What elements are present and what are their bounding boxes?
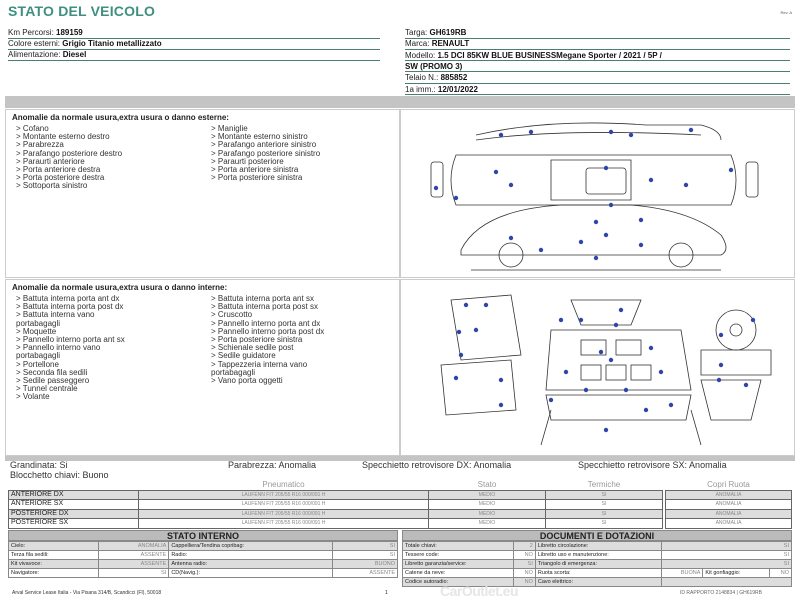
damage-item: > Sedile passeggero	[16, 376, 90, 386]
tyre-pos: ANTERIORE DX	[9, 490, 139, 500]
damage-marker	[579, 318, 583, 322]
damage-marker	[579, 240, 583, 244]
stato-interno-title: STATO INTERNO	[8, 530, 398, 541]
damage-item: > Parafango posteriore destro	[16, 148, 123, 158]
damage-marker	[539, 248, 543, 252]
damage-item: > Battuta interna vano	[16, 310, 95, 320]
detail-label: Ruota scorta:	[535, 569, 662, 578]
exterior-damage-markers	[401, 110, 796, 279]
damage-marker	[604, 166, 608, 170]
copri-row	[666, 500, 792, 510]
detail-value	[662, 578, 792, 587]
detail-label: Terza fila sedili:	[9, 551, 99, 560]
damage-marker	[594, 256, 598, 260]
detail-label: Cielo:	[9, 542, 99, 551]
specchietto-sx-status: Specchietto retrovisore SX: Anomalia	[578, 460, 727, 470]
damage-marker	[639, 243, 643, 247]
info-value: SW (PROMO 3)	[405, 61, 463, 71]
damage-item: > Pannello interno porta ant sx	[16, 335, 125, 345]
summary-left	[10, 461, 109, 480]
damage-item: > Maniglie	[211, 124, 248, 133]
info-value: Diesel	[62, 50, 87, 59]
detail-value: NO	[513, 569, 535, 578]
copri-ruota-value: ANOMALIA	[666, 500, 792, 510]
info-label: Marca:	[405, 39, 430, 49]
tyre-termiche: SI	[546, 490, 663, 500]
detail-label: Cavo elettrico:	[535, 578, 662, 587]
copri-ruota-value: ANOMALIA	[666, 519, 792, 529]
info-value: RENAULT	[431, 39, 470, 49]
damage-item: > Pannello interno porta ant dx	[211, 318, 321, 328]
tyre-pos: POSTERIORE DX	[9, 509, 139, 519]
damage-marker	[549, 398, 553, 402]
copri-row	[666, 509, 792, 519]
detail-value: NO	[513, 578, 535, 587]
damage-item: > Cofano	[16, 124, 49, 133]
vehicle-info-row	[405, 73, 790, 84]
detail-label: Radio:	[169, 551, 333, 560]
damage-marker	[684, 183, 688, 187]
damage-marker	[609, 358, 613, 362]
copri-ruota-value: ANOMALIA	[666, 509, 792, 519]
damage-item: > Porta anteriore destra	[16, 165, 101, 175]
interior-damage-list	[5, 279, 400, 456]
info-label: 1a imm.:	[405, 84, 436, 94]
detail-value: ASSENTE	[98, 551, 168, 560]
damage-marker	[454, 196, 458, 200]
tyre-termiche: SI	[546, 500, 663, 510]
detail-value: 2	[513, 542, 535, 551]
page-number: 1	[385, 590, 388, 596]
tyre-table	[8, 481, 663, 529]
damage-marker	[499, 133, 503, 137]
detail-row	[403, 560, 792, 569]
interior-damage-markers	[401, 280, 796, 457]
damage-marker	[614, 323, 618, 327]
damage-marker	[744, 383, 748, 387]
detail-row	[9, 569, 398, 578]
damage-marker	[584, 388, 588, 392]
damage-item: > Sottoporta sinistro	[16, 181, 88, 191]
detail-value: SI	[333, 542, 398, 551]
detail-label: Triangolo di emergenza:	[535, 560, 662, 569]
damage-marker	[559, 318, 563, 322]
damage-marker	[499, 378, 503, 382]
detail-label: Kit vivavoce:	[9, 560, 99, 569]
damage-item: > Seconda fila sedili	[16, 367, 88, 377]
detail-value: SI	[662, 551, 792, 560]
damage-item: > Volante	[16, 392, 50, 402]
damage-marker	[604, 428, 608, 432]
damage-item: > Schienale sedile post	[211, 343, 294, 353]
damage-item: > Paraurti posteriore	[211, 156, 284, 166]
damage-marker	[599, 350, 603, 354]
section-divider	[5, 96, 795, 108]
vehicle-info-row	[8, 39, 380, 50]
damage-marker	[509, 236, 513, 240]
grandinata-status: Grandinata: Si	[10, 460, 68, 470]
detail-value: ASSENTE	[98, 560, 168, 569]
detail-value: SI	[662, 560, 792, 569]
damage-marker	[509, 183, 513, 187]
exterior-title: Anomalie da normale usura,extra usura o danno esterne:	[12, 113, 229, 122]
vehicle-info-row	[405, 28, 790, 39]
tyre-stato: MEDIO	[429, 490, 546, 500]
damage-marker	[474, 328, 478, 332]
damage-item: > Parafango anteriore sinistro	[211, 140, 317, 150]
detail-row	[9, 551, 398, 560]
detail-label: Catene da neve:	[403, 569, 514, 578]
damage-marker	[624, 388, 628, 392]
vehicle-info-row	[8, 28, 380, 39]
interior-diagram	[400, 279, 795, 456]
damage-marker	[649, 346, 653, 350]
col-stato: Stato	[429, 481, 546, 490]
tyre-stato: MEDIO	[429, 519, 546, 529]
info-value: GH619RB	[429, 28, 467, 37]
damage-item: > Pannello interno porta post dx	[211, 326, 325, 336]
revision-label: Rev. A	[780, 10, 792, 15]
detail-value: SI	[333, 551, 398, 560]
stato-interno-section	[8, 530, 398, 578]
document-id: ID RAPPORTO 2148834 | GH619RB	[680, 590, 762, 596]
damage-item: portabagagli	[211, 367, 256, 377]
tyre-stato: MEDIO	[429, 509, 546, 519]
damage-item: > Portellone	[16, 359, 59, 369]
damage-item: > Paraurti anteriore	[16, 156, 85, 166]
damage-item: > Montante esterno sinistro	[211, 132, 308, 142]
damage-marker	[434, 186, 438, 190]
info-label: Colore esterni:	[8, 39, 61, 48]
damage-marker	[719, 333, 723, 337]
tyre-row	[9, 500, 663, 510]
watermark-logo: CarOutlet.eu	[440, 583, 519, 599]
documenti-section	[402, 530, 792, 587]
detail-label: Antenna radio:	[169, 560, 333, 569]
col-pneumatico: Pneumatico	[139, 481, 429, 490]
damage-item: > Battuta interna porta post dx	[16, 302, 124, 312]
damage-marker	[604, 233, 608, 237]
detail-label: Codice autoradio:	[403, 578, 514, 587]
blocchetto-status: Blocchetto chiavi: Buono	[10, 469, 109, 480]
exterior-damage-list	[5, 109, 400, 278]
exterior-diagram	[400, 109, 795, 278]
vehicle-info-row	[405, 85, 790, 96]
interior-title: Anomalie da normale usura,extra usura o danno interne:	[12, 283, 228, 292]
info-label: Modello:	[405, 50, 436, 60]
damage-marker	[649, 178, 653, 182]
info-label: Km Percorsi:	[8, 28, 54, 37]
tyre-tyre: LAUFENN FIT 205/55 R16 000/091 H	[139, 519, 429, 529]
detail-value: SI	[513, 560, 535, 569]
tyre-termiche: SI	[546, 509, 663, 519]
tyre-row	[9, 490, 663, 500]
detail-value: BUONA	[662, 569, 703, 578]
tyre-pos: POSTERIORE SX	[9, 519, 139, 529]
detail-row	[403, 542, 792, 551]
damage-item: > Porta posteriore sinistra	[211, 335, 303, 345]
detail-row	[403, 569, 792, 578]
detail-label: Navigatore:	[9, 569, 99, 578]
damage-item: > Pannello interno vano	[16, 343, 101, 353]
damage-marker	[609, 130, 613, 134]
detail-row	[403, 551, 792, 560]
damage-marker	[689, 128, 693, 132]
detail-value: SI	[98, 569, 168, 578]
damage-marker	[454, 376, 458, 380]
damage-marker	[717, 378, 721, 382]
info-value: Grigio Titanio metallizzato	[62, 39, 162, 48]
col-termiche: Termiche	[546, 481, 663, 490]
damage-item: > Porta anteriore sinistra	[211, 165, 299, 175]
tyre-termiche: SI	[546, 519, 663, 529]
detail-label: CD(Navig.):	[169, 569, 333, 578]
copri-ruota-table	[665, 481, 792, 529]
damage-marker	[594, 220, 598, 224]
damage-item: > Tunnel centrale	[16, 384, 78, 394]
vehicle-info-row	[405, 39, 790, 50]
detail-label: Cappelliera/Tendina copribag:	[169, 542, 333, 551]
detail-label: Libretto circolazione:	[535, 542, 662, 551]
damage-marker	[609, 203, 613, 207]
damage-item: > Battuta interna porta post sx	[211, 302, 318, 312]
damage-marker	[644, 408, 648, 412]
detail-row	[9, 560, 398, 569]
damage-item: > Battuta interna porta ant sx	[211, 294, 314, 303]
damage-item: > Porta posteriore sinistra	[211, 173, 303, 183]
exterior-list-col2	[211, 125, 320, 182]
info-label: Telaio N.:	[405, 73, 439, 83]
info-value: 885852	[440, 73, 468, 83]
damage-item: > Moquette	[16, 326, 57, 336]
tyre-tyre: LAUFENN FIT 205/55 R16 000/091 H	[139, 509, 429, 519]
detail-value: NO	[769, 569, 791, 578]
damage-item: > Parabrezza	[16, 140, 64, 150]
info-value: 12/01/2022	[437, 84, 478, 94]
damage-item: portabagagli	[16, 318, 61, 328]
damage-item: > Sedile guidatore	[211, 351, 276, 361]
detail-label: Kit gonfiaggio:	[703, 569, 769, 578]
damage-marker	[619, 308, 623, 312]
detail-value: NO	[513, 551, 535, 560]
info-value: 1.5 DCI 85KW BLUE BUSINESSMegane Sporter / 2021 / 5P /	[437, 50, 662, 60]
damage-marker	[639, 218, 643, 222]
damage-marker	[719, 363, 723, 367]
copri-row	[666, 519, 792, 529]
damage-marker	[494, 170, 498, 174]
vehicle-info-row	[8, 50, 380, 61]
interior-list-col2	[211, 295, 324, 385]
damage-marker	[751, 318, 755, 322]
page-title: STATO DEL VEICOLO	[8, 3, 156, 19]
footer-company: Arval Service Lease Italia - Via Pisana 314/B, Scandicci (FI), 50018	[12, 590, 162, 596]
detail-label: Libretto uso e manutenzione:	[535, 551, 662, 560]
detail-value: ASSENTE	[333, 569, 398, 578]
damage-item: > Montante esterno destro	[16, 132, 110, 142]
damage-marker	[457, 330, 461, 334]
parabrezza-status: Parabrezza: Anomalia	[228, 460, 317, 470]
damage-marker	[659, 370, 663, 374]
detail-value: BUONO	[333, 560, 398, 569]
tyre-stato: MEDIO	[429, 500, 546, 510]
damage-marker	[464, 303, 468, 307]
specchietto-dx-status: Specchietto retrovisore DX: Anomalia	[362, 460, 512, 470]
tyre-pos: ANTERIORE SX	[9, 500, 139, 510]
detail-label: Tessere code:	[403, 551, 514, 560]
info-label: Targa:	[405, 28, 428, 37]
detail-value: ANOMALIA	[98, 542, 168, 551]
exterior-list-col1	[16, 125, 122, 191]
damage-item: > Cruscotto	[211, 310, 253, 320]
tyre-tyre: LAUFENN FIT 205/55 R16 000/091 H	[139, 490, 429, 500]
info-label: Alimentazione:	[8, 50, 61, 59]
detail-label: Totale chiavi:	[403, 542, 514, 551]
damage-marker	[484, 303, 488, 307]
tyre-row	[9, 509, 663, 519]
tyre-row	[9, 519, 663, 529]
damage-item: > Vano porta oggetti	[211, 376, 283, 386]
detail-value: SI	[662, 542, 792, 551]
damage-item: > Battuta interna porta ant dx	[16, 294, 120, 303]
damage-marker	[529, 130, 533, 134]
vehicle-info-row	[405, 62, 790, 73]
damage-item: > Parafango posteriore sinistro	[211, 148, 321, 158]
documenti-title: DOCUMENTI E DOTAZIONI	[402, 530, 792, 541]
col-copri-ruota: Copri Ruota	[666, 481, 792, 490]
vehicle-info-row	[405, 51, 790, 62]
copri-row	[666, 490, 792, 500]
detail-row	[9, 542, 398, 551]
damage-marker	[669, 403, 673, 407]
damage-marker	[729, 168, 733, 172]
tyre-tyre: LAUFENN FIT 205/55 R16 000/091 H	[139, 500, 429, 510]
damage-marker	[499, 403, 503, 407]
copri-ruota-value: ANOMALIA	[666, 490, 792, 500]
damage-marker	[459, 353, 463, 357]
damage-item: > Porta posteriore destra	[16, 173, 105, 183]
damage-marker	[629, 133, 633, 137]
info-value: 189159	[56, 28, 83, 37]
detail-label: Libretto garanzia/service:	[403, 560, 514, 569]
damage-marker	[564, 370, 568, 374]
interior-list-col1	[16, 295, 125, 402]
damage-item: > Tappezzeria interna vano	[211, 359, 308, 369]
damage-item: portabagagli	[16, 351, 61, 361]
